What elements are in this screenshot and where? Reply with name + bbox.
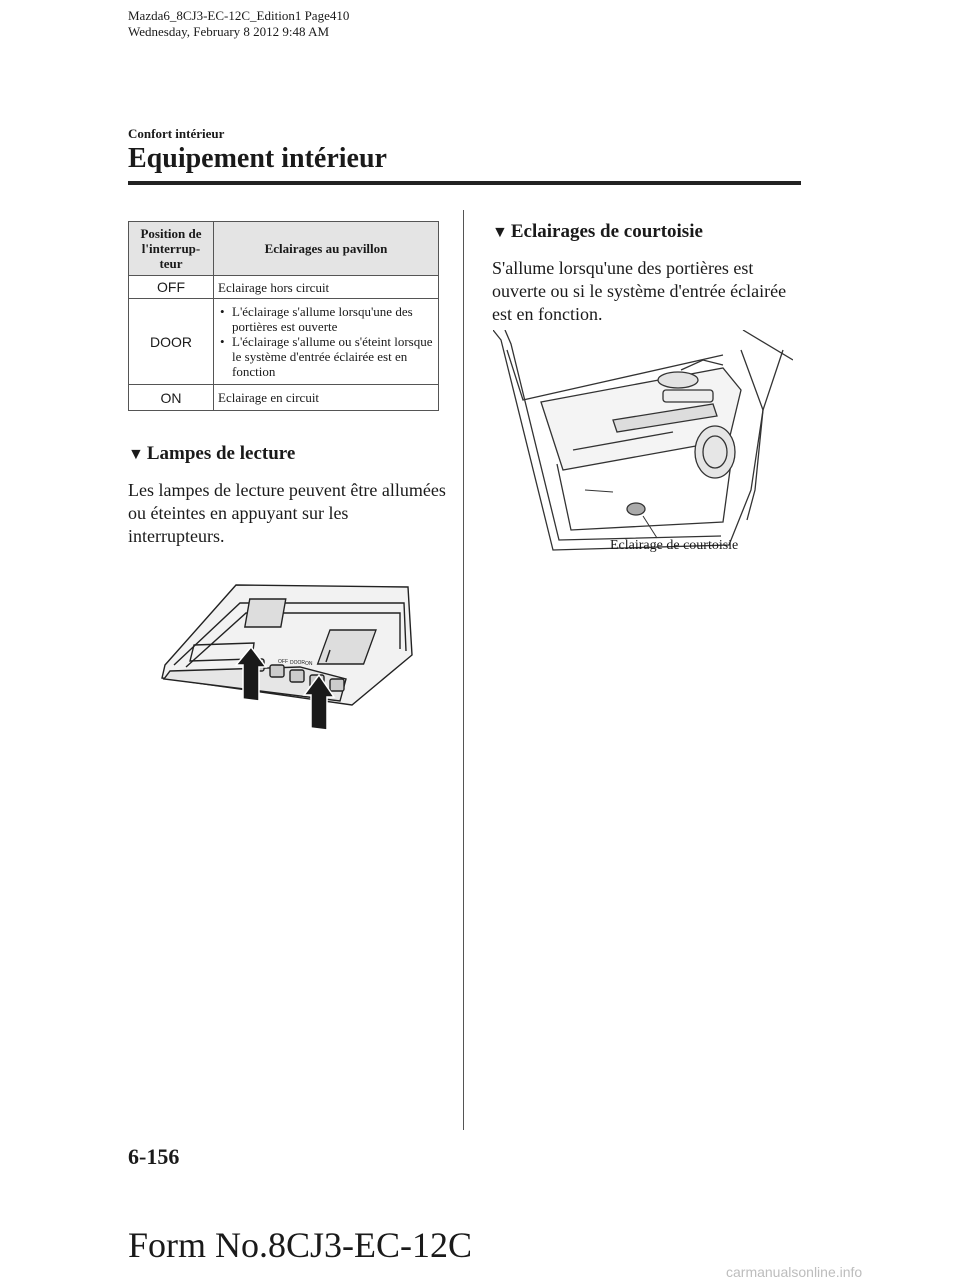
row-description: Eclairage hors circuit — [214, 276, 439, 299]
console-label-on: ON — [305, 661, 313, 667]
section-label: Confort intérieur — [128, 126, 225, 141]
courtesy-lights-text: S'allume lorsqu'une des portières est ouverte ou si le système d'entrée éclairée est en fonction. — [492, 258, 787, 324]
title-rule — [128, 181, 801, 185]
column-header-lights: Eclairages au pavillon — [214, 222, 439, 276]
position-off: OFF — [129, 276, 214, 299]
doc-id: Mazda6_8CJ3-EC-12C_Edition1 Page410 — [128, 8, 350, 23]
row-description: Eclairage en circuit — [214, 385, 439, 411]
bullet-list — [218, 304, 434, 379]
switch-position-table — [128, 221, 439, 411]
table-row — [129, 276, 439, 299]
table-row — [129, 299, 439, 385]
form-number: Form No.8CJ3-EC-12C — [128, 1225, 473, 1265]
heading-reading-lamps — [128, 443, 295, 465]
print-timestamp: Wednesday, February 8 2012 9:48 AM — [128, 24, 330, 39]
door-illustration-caption: Eclairage de courtoisie — [610, 538, 739, 553]
heading-text: Lampes de lecture — [146, 443, 296, 464]
watermark: carmanualsonline.info — [726, 1264, 863, 1280]
column-header-position: Position de l'interrup-teur — [129, 222, 214, 276]
reading-lamps-text: Les lampes de lecture peuvent être allumées ou éteintes en appuyant sur les interrupteurs. — [128, 480, 446, 546]
list-item: • L'éclairage s'allume ou s'éteint lorsque le système d'entrée éclairée est en fonction — [232, 334, 434, 379]
row-description — [214, 299, 439, 385]
console-label-off: OFF — [278, 659, 288, 665]
table-header-row — [129, 222, 439, 276]
list-item: • L'éclairage s'allume lorsqu'une des portières est ouverte — [232, 304, 434, 334]
console-label-door: DOOR — [290, 660, 305, 666]
page-title: Equipement intérieur — [128, 143, 387, 174]
print-metadata — [128, 8, 349, 40]
overhead-console-illustration — [150, 575, 450, 730]
column-divider — [463, 210, 464, 1130]
down-triangle-icon: ▼ — [128, 446, 144, 463]
page-number: 6-156 — [128, 1144, 180, 1169]
heading-text: Eclairages de courtoisie — [510, 221, 703, 242]
door-panel-illustration — [493, 330, 793, 555]
position-on: ON — [129, 385, 214, 411]
heading-courtesy-lights — [492, 221, 703, 243]
down-triangle-icon: ▼ — [492, 224, 508, 241]
table-row — [129, 385, 439, 411]
position-door: DOOR — [129, 299, 214, 385]
